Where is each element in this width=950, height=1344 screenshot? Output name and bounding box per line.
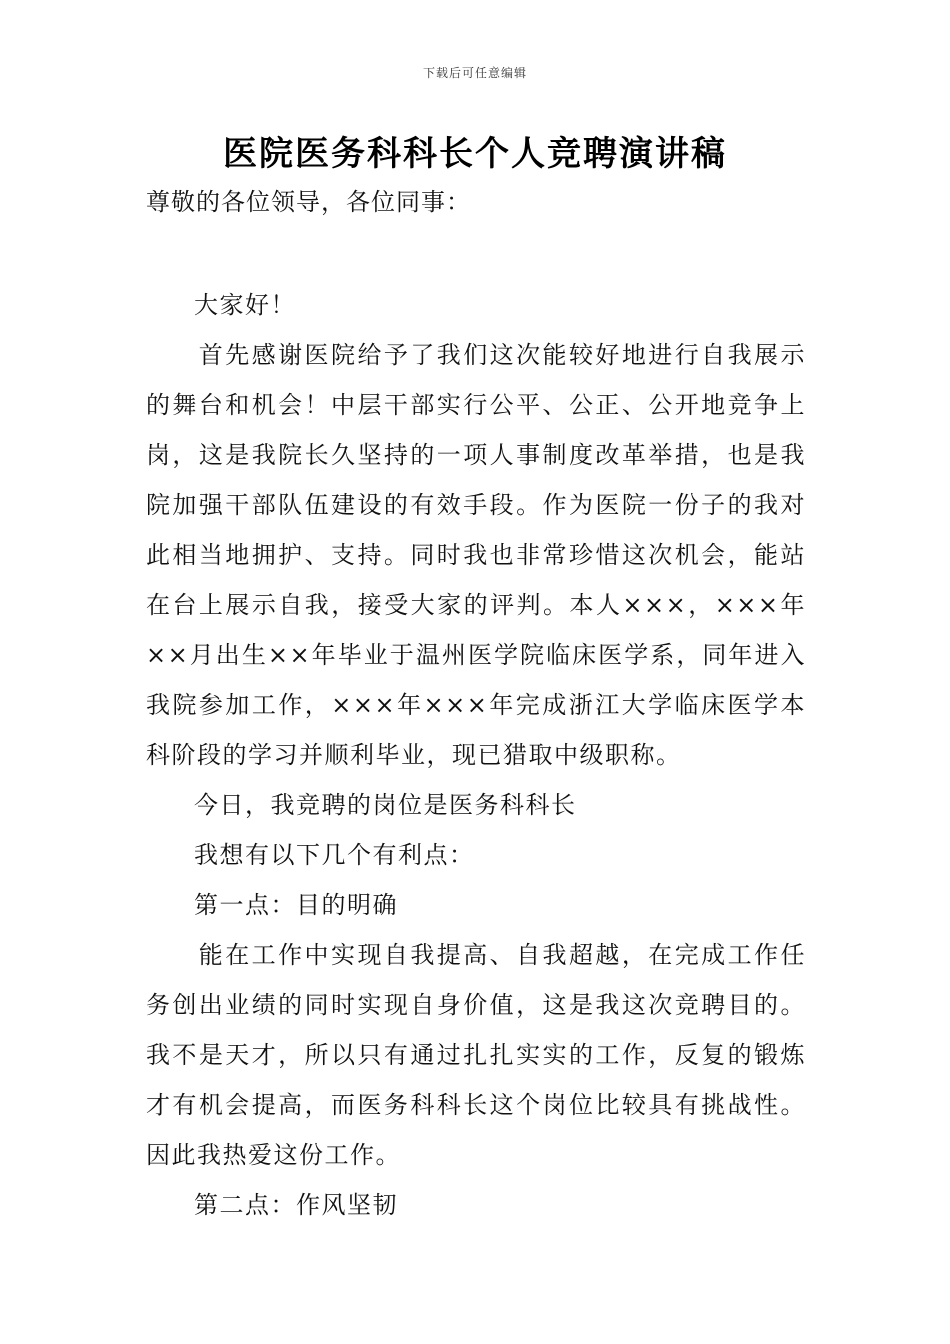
header-note: 下载后可任意编辑 (422, 66, 527, 80)
paragraph-point-one-body: 能在工作中实现自我提高、自我超越，在完成工作任务创出业绩的同时实现自身价值，这是我这次竞聘目的。我不是天才，所以只有通过扎扎实实的工作，反复的锻炼才有机会提高，而医务科科长这个岗位比较具有挑战性。因此我热爱这份工作。 (146, 941, 806, 1169)
paragraph-introduction: 首先感谢医院给予了我们这次能较好地进行自我展示的舞台和机会！中层干部实行公平、公正、公开地竞争上岗，这是我院长久坚持的一项人事制度改革举措，也是我院加强干部队伍建设的有效手段。作为医院一份子的我对此相当地拥护、支持。同时我也非常珍惜这次机会，能站在台上展示自我，接受大家的评判。本人×××，×××年××月出生××年毕业于温州医学院临床医学系，同年进入我院参加工作，×××年×××年完成浙江大学临床医学本科阶段的学习并顺利毕业，现已猎取中级职称。 (146, 341, 806, 769)
paragraph-advantages-intro: 我想有以下几个有利点： (194, 841, 475, 869)
paragraph-point-one-heading: 第一点：目的明确 (194, 891, 398, 919)
paragraph-greeting: 大家好！ (194, 291, 296, 319)
paragraph-point-two-heading: 第二点：作风坚韧 (194, 1191, 398, 1219)
document-title: 医院医务科科长个人竞聘演讲稿 (223, 134, 727, 174)
paragraph-position: 今日，我竞聘的岗位是医务科科长 (194, 791, 577, 819)
salutation: 尊敬的各位领导，各位同事： (146, 188, 471, 216)
body-text (146, 280, 806, 1230)
